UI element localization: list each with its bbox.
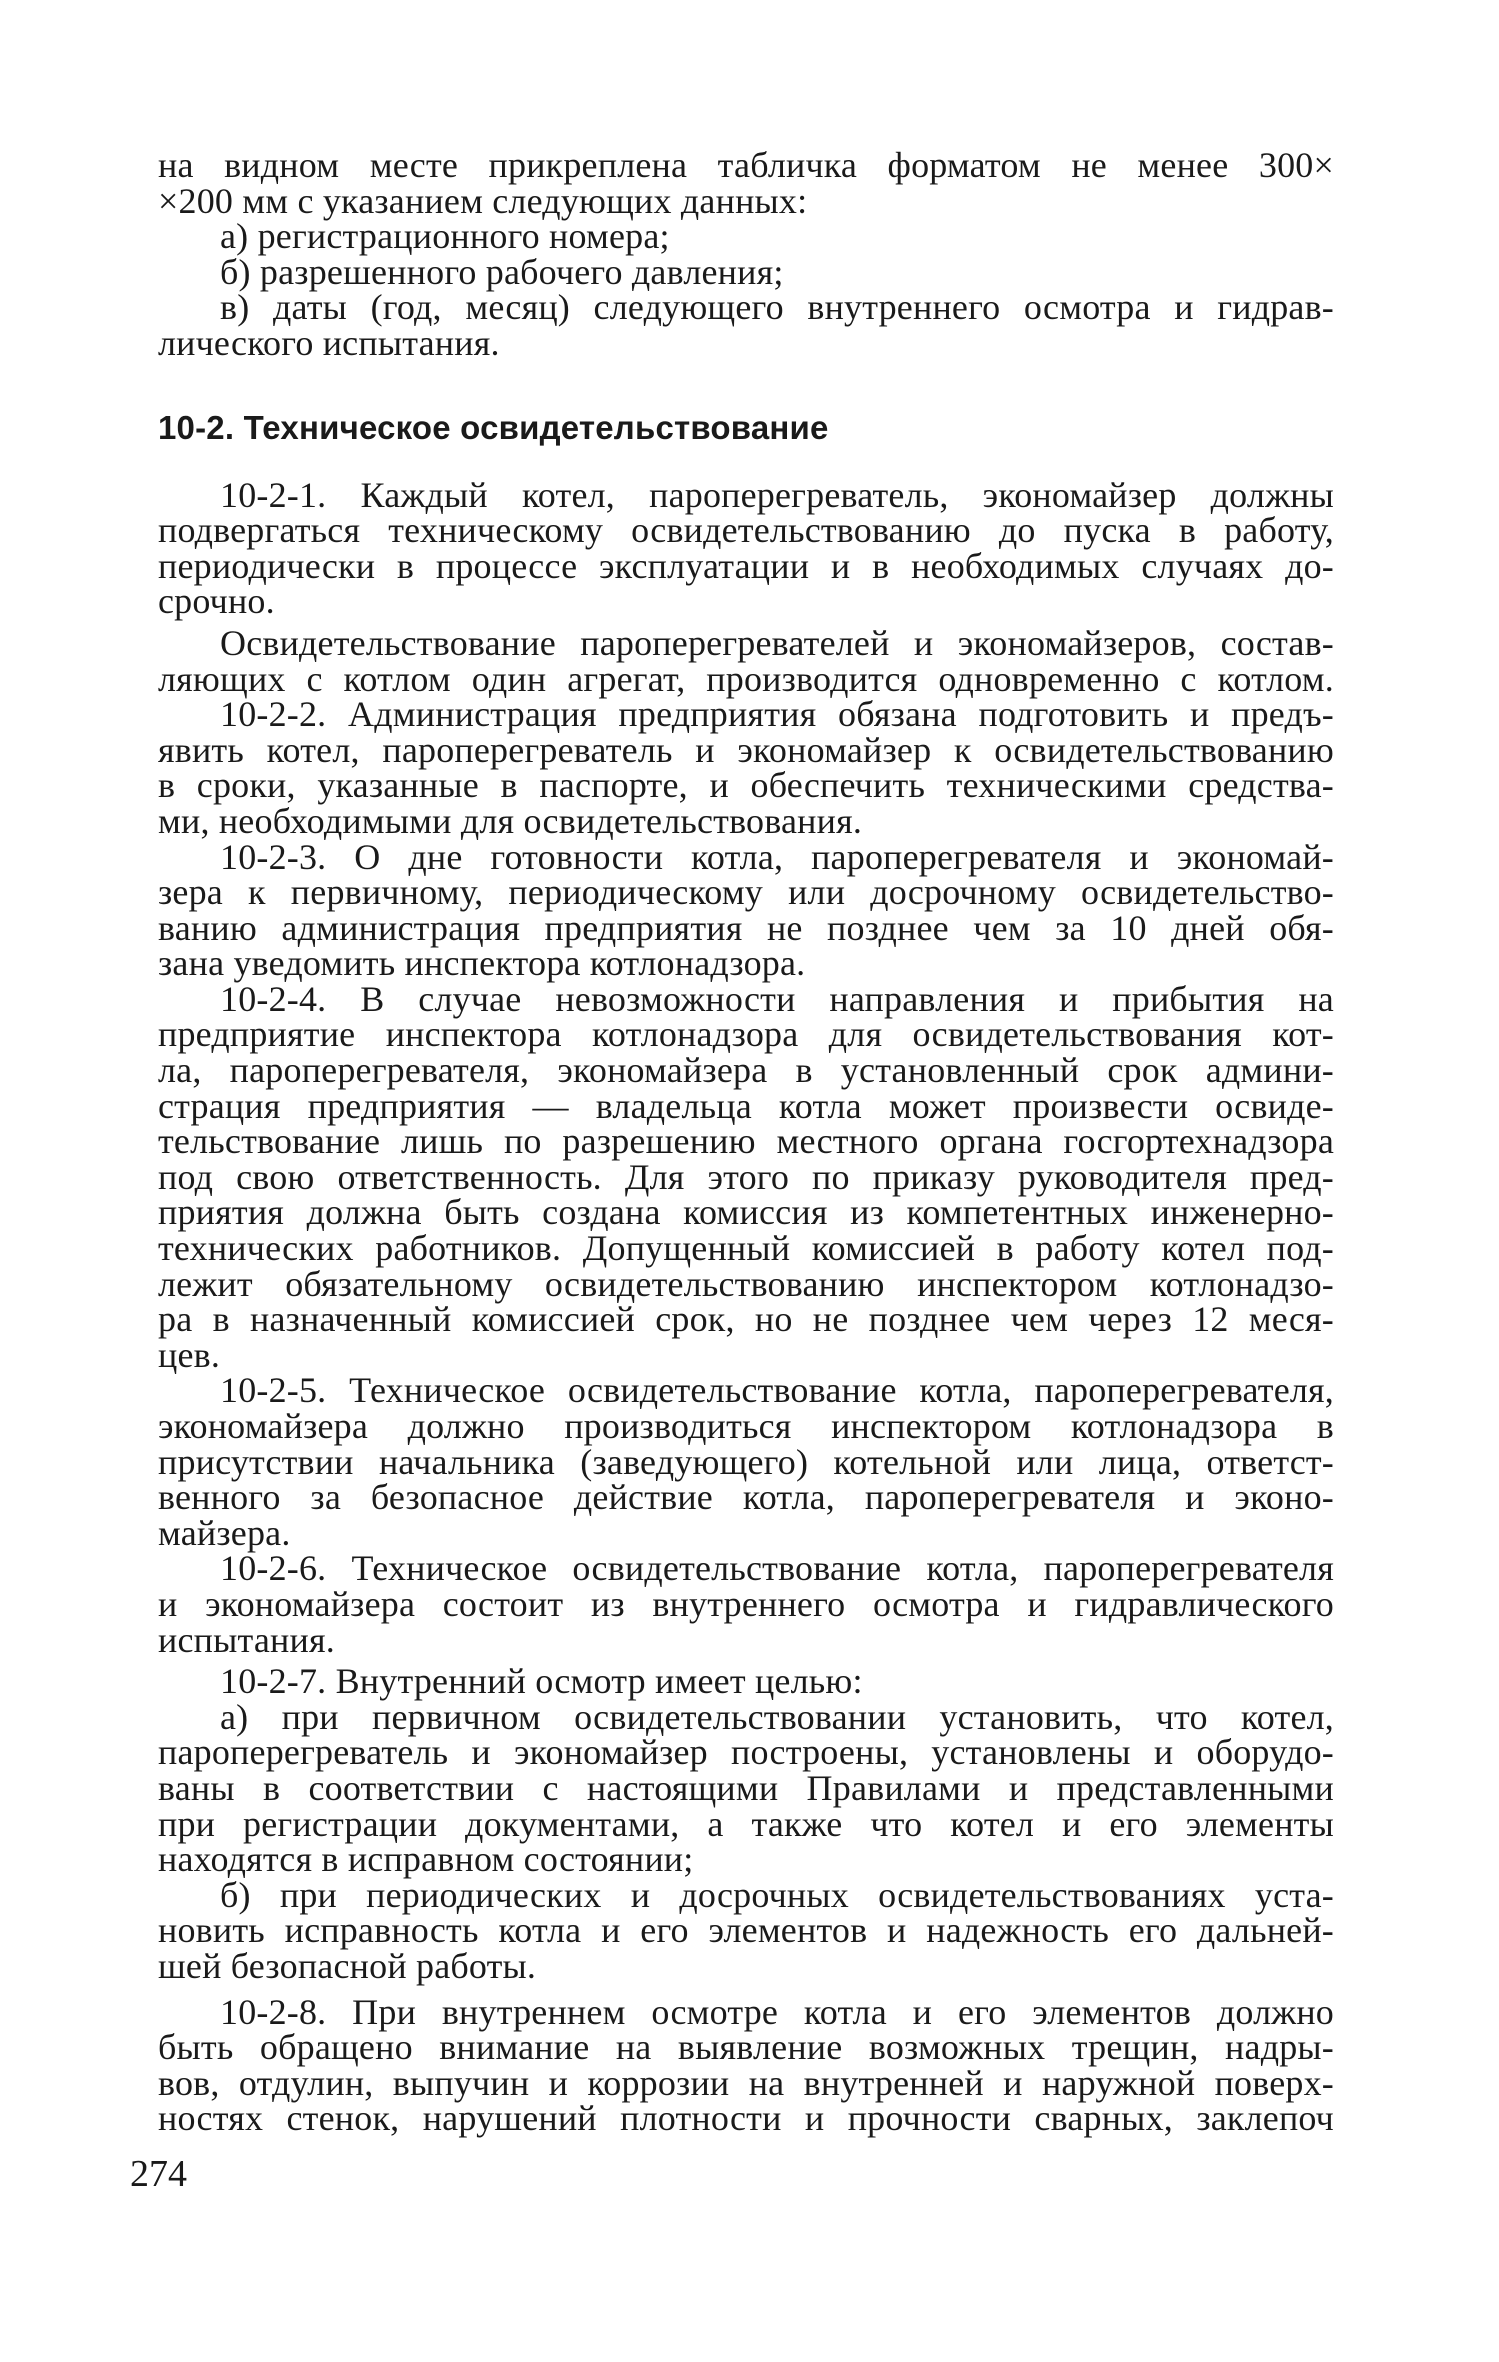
paragraph-10-2-7-b	[158, 1874, 1334, 1986]
text-line: периодически в процессе эксплуатации и в необходимых случаях до-	[158, 545, 1334, 586]
text-line: зана уведомить инспектора котлонадзора.	[158, 943, 806, 984]
page-number: 274	[130, 2153, 187, 2195]
text-line: 10-2-3. О дне готовности котла, пароперегревателя и экономай-	[220, 836, 1334, 877]
text-line: страция предприятия — владельца котла может произвести освиде-	[158, 1085, 1334, 1126]
paragraph-10-2-1	[158, 474, 1334, 622]
paragraph-10-2-5	[158, 1370, 1334, 1553]
text-line: ра в назначенный комиссией срок, но не позднее чем через 12 меся-	[158, 1299, 1334, 1340]
text-line: 10-2-4. В случае невозможности направления и прибытия на	[220, 978, 1334, 1019]
text-line: 10-2-2. Администрация предприятия обязана подготовить и предъ-	[220, 694, 1334, 735]
text-line: тельствование лишь по разрешению местного органа госгортехнадзора	[158, 1121, 1334, 1162]
list-item: а) регистрационного номера;	[220, 216, 670, 257]
paragraph-10-2-4	[158, 978, 1334, 1375]
text-line: на видном месте прикреплена табличка форматом не менее 300×	[158, 145, 1334, 185]
text-line: 10-2-6. Техническое освидетельствование котла, пароперегревателя	[220, 1548, 1334, 1589]
text-line: явить котел, пароперегреватель и экономайзер к освидетельствованию	[158, 729, 1334, 770]
text-line: срочно.	[158, 581, 275, 622]
text-line: ваны в соответствии с настоящими Правилами и представленными	[158, 1767, 1334, 1808]
paragraph-10-2-7	[158, 1661, 1334, 1702]
text-line: приятия должна быть создана комиссия из компетентных инженерно-	[158, 1192, 1334, 1233]
list-item: в) даты (год, месяц) следующего внутреннего осмотра и гидрав-	[220, 287, 1334, 328]
text-line: ляющих с котлом один агрегат, производится одновременно с котлом.	[158, 658, 1334, 699]
text-line: находятся в исправном состоянии;	[158, 1839, 694, 1880]
text-line: экономайзера должно производиться инспектором котлонадзора в	[158, 1406, 1334, 1446]
text-line: предприятие инспектора котлонадзора для освидетельствования кот-	[158, 1014, 1334, 1055]
text-line: ванию администрация предприятия не позднее чем за 10 дней обя-	[158, 907, 1334, 948]
text-line: шей безопасной работы.	[158, 1945, 537, 1986]
text-line: майзера.	[158, 1512, 291, 1553]
text-line: Освидетельствование пароперегревателей и экономайзеров, состав-	[220, 622, 1334, 663]
text-line: 10-2-1. Каждый котел, пароперегреватель, экономайзер должны	[220, 474, 1334, 515]
text-line: пароперегреватель и экономайзер построены, установлены и оборудо-	[158, 1732, 1334, 1773]
section-heading: 10-2. Техническое освидетельствование	[158, 408, 829, 446]
list-item: б) при периодических и досрочных освидетельствованиях уста-	[220, 1874, 1334, 1915]
text-line: ла, пароперегревателя, экономайзера в установленный срок админи-	[158, 1050, 1334, 1091]
list-item: а) при первичном освидетельствовании установить, что котел,	[220, 1696, 1334, 1737]
text-line: испытания.	[158, 1619, 335, 1660]
text-line: 10-2-7. Внутренний осмотр имеет целью:	[220, 1661, 863, 1702]
text-line: в сроки, указанные в паспорте, и обеспечить техническими средства-	[158, 765, 1334, 806]
text-line: ностях стенок, нарушений плотности и прочности сварных, заклепоч	[158, 2098, 1334, 2139]
text-line: присутствии начальника (заведующего) котельной или лица, ответст-	[158, 1441, 1334, 1482]
text-line: ми, необходимыми для освидетельствования.	[158, 800, 863, 841]
paragraph-10-2-6	[158, 1548, 1334, 1660]
text-line: вов, отдулин, выпучин и коррозии на внутренней и наружной поверх-	[158, 2062, 1334, 2103]
text-line: венного за безопасное действие котла, пароперегревателя и эконо-	[158, 1477, 1334, 1518]
text-line: 10-2-5. Техническое освидетельствование котла, пароперегревателя,	[220, 1370, 1334, 1411]
text-line: новить исправность котла и его элементов и надежность его дальней-	[158, 1910, 1334, 1951]
paragraph-superheaters	[158, 622, 1334, 699]
text-line: ×200 мм с указанием следующих данных:	[158, 180, 808, 221]
text-line: и экономайзера состоит из внутреннего осмотра и гидравлического	[158, 1583, 1334, 1624]
text-line: 10-2-8. При внутреннем осмотре котла и его элементов должно	[220, 1991, 1334, 2032]
text-line: цев.	[158, 1334, 221, 1375]
text-line: быть обращено внимание на выявление возможных трещин, надры-	[158, 2027, 1334, 2068]
text-line: под свою ответственность. Для этого по приказу руководителя пред-	[158, 1156, 1334, 1197]
text-line: технических работников. Допущенный комиссией в работу котел под-	[158, 1228, 1334, 1269]
page-body	[158, 145, 1334, 2139]
paragraph-10-2-2	[158, 694, 1334, 841]
text-line: лического испытания.	[158, 322, 500, 363]
intro-block	[158, 145, 1334, 363]
list-item: б) разрешенного рабочего давления;	[220, 251, 784, 292]
paragraph-10-2-8	[158, 1991, 1334, 2139]
paragraph-10-2-7-a	[158, 1696, 1334, 1880]
text-line: лежит обязательному освидетельствованию инспектором котлонадзо-	[158, 1263, 1334, 1304]
text-line: подвергаться техническому освидетельствованию до пуска в работу,	[158, 510, 1334, 551]
paragraph-10-2-3	[158, 836, 1334, 984]
text-line: зера к первичному, периодическому или досрочному освидетельство-	[158, 872, 1334, 913]
text-line: при регистрации документами, а также что котел и его элементы	[158, 1803, 1334, 1844]
